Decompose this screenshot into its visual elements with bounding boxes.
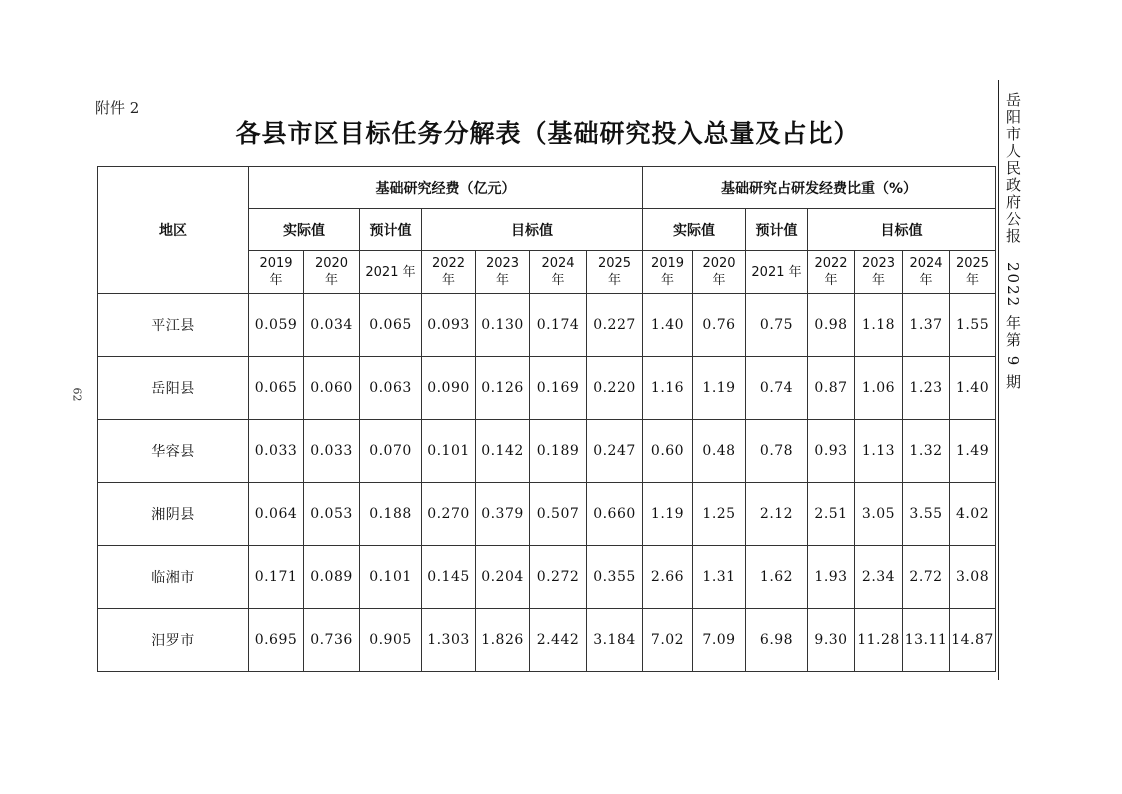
funding-target-header: 目标值	[422, 209, 643, 251]
table-row	[98, 294, 996, 357]
funding-value-cell: 0.063	[360, 357, 422, 420]
share-year-header	[903, 251, 950, 294]
share-value-cell: 1.19	[693, 357, 746, 420]
share-value-cell: 1.18	[855, 294, 903, 357]
year-number: 2020	[702, 256, 736, 271]
funding-value-cell: 0.188	[360, 483, 422, 546]
funding-value-cell: 0.065	[249, 357, 304, 420]
year-unit: 年	[712, 273, 726, 288]
funding-value-cell: 0.247	[587, 420, 643, 483]
funding-value-cell: 0.034	[304, 294, 360, 357]
table-row	[98, 609, 996, 672]
share-value-cell: 0.98	[808, 294, 855, 357]
year-unit: 年	[661, 273, 675, 288]
attachment-label: 附件 2	[95, 99, 140, 117]
share-value-cell: 1.16	[643, 357, 693, 420]
share-value-cell: 1.62	[746, 546, 808, 609]
year-unit: 年	[551, 273, 565, 288]
year-number: 2023	[861, 256, 896, 271]
share-year-header	[855, 251, 903, 294]
share-value-cell: 7.09	[693, 609, 746, 672]
region-cell: 湘阴县	[98, 483, 249, 546]
funding-value-cell: 0.169	[530, 357, 587, 420]
funding-value-cell: 0.142	[476, 420, 530, 483]
funding-value-cell: 0.059	[249, 294, 304, 357]
share-value-cell: 1.23	[903, 357, 950, 420]
funding-value-cell: 0.379	[476, 483, 530, 546]
share-year-header	[693, 251, 746, 294]
funding-value-cell: 0.089	[304, 546, 360, 609]
share-value-cell: 0.48	[693, 420, 746, 483]
funding-value-cell: 0.101	[360, 546, 422, 609]
funding-year-header	[249, 251, 304, 294]
funding-value-cell: 0.660	[587, 483, 643, 546]
funding-value-cell: 0.220	[587, 357, 643, 420]
funding-value-cell: 0.355	[587, 546, 643, 609]
share-year-header	[808, 251, 855, 294]
funding-year-header	[530, 251, 587, 294]
funding-value-cell: 1.826	[476, 609, 530, 672]
year-unit: 年	[495, 273, 509, 288]
funding-value-cell: 0.171	[249, 546, 304, 609]
target-breakdown-table	[97, 166, 996, 672]
share-estimate-header: 预计值	[746, 209, 808, 251]
year-number: 2019	[650, 256, 685, 271]
funding-value-cell: 0.905	[360, 609, 422, 672]
funding-value-cell: 0.093	[422, 294, 476, 357]
year-number: 2024	[541, 256, 575, 271]
year-unit: 年	[919, 273, 933, 288]
share-value-cell: 1.93	[808, 546, 855, 609]
year-number: 2025	[955, 256, 990, 271]
funding-year-header	[304, 251, 360, 294]
share-value-cell: 3.08	[950, 546, 996, 609]
share-value-cell: 0.93	[808, 420, 855, 483]
share-value-cell: 14.87	[950, 609, 996, 672]
region-cell: 临湘市	[98, 546, 249, 609]
year-unit: 年	[824, 273, 838, 288]
share-value-cell: 2.66	[643, 546, 693, 609]
share-target-header: 目标值	[808, 209, 996, 251]
funding-value-cell: 0.130	[476, 294, 530, 357]
region-cell: 平江县	[98, 294, 249, 357]
year-number: 2025	[597, 256, 632, 271]
funding-actual-header: 实际值	[249, 209, 360, 251]
year-number: 2023	[485, 256, 520, 271]
year-unit: 年	[966, 273, 980, 288]
funding-year-header	[476, 251, 530, 294]
region-cell: 岳阳县	[98, 357, 249, 420]
share-value-cell: 11.28	[855, 609, 903, 672]
year-number: 2021 年	[365, 264, 416, 280]
share-value-cell: 2.72	[903, 546, 950, 609]
region-cell: 华容县	[98, 420, 249, 483]
share-year-header	[950, 251, 996, 294]
funding-value-cell: 0.507	[530, 483, 587, 546]
share-value-cell: 6.98	[746, 609, 808, 672]
share-value-cell: 0.60	[643, 420, 693, 483]
journal-caption: 岳阳市人民政府公报 2022 年第 9 期	[1004, 92, 1022, 392]
share-value-cell: 9.30	[808, 609, 855, 672]
share-group-header: 基础研究占研发经费比重（%）	[643, 167, 996, 209]
funding-value-cell: 0.090	[422, 357, 476, 420]
share-value-cell: 1.13	[855, 420, 903, 483]
funding-year-header	[360, 251, 422, 294]
table-row	[98, 420, 996, 483]
share-value-cell: 1.40	[950, 357, 996, 420]
funding-value-cell: 0.065	[360, 294, 422, 357]
year-number: 2024	[909, 256, 943, 271]
table-row	[98, 357, 996, 420]
share-value-cell: 0.78	[746, 420, 808, 483]
share-value-cell: 2.34	[855, 546, 903, 609]
funding-year-header	[422, 251, 476, 294]
share-value-cell: 1.31	[693, 546, 746, 609]
share-value-cell: 2.51	[808, 483, 855, 546]
year-number: 2022	[814, 256, 848, 271]
share-value-cell: 13.11	[903, 609, 950, 672]
year-unit: 年	[872, 273, 886, 288]
funding-value-cell: 0.145	[422, 546, 476, 609]
table-row	[98, 546, 996, 609]
share-value-cell: 1.32	[903, 420, 950, 483]
share-value-cell: 1.19	[643, 483, 693, 546]
table-row	[98, 483, 996, 546]
year-unit: 年	[269, 273, 283, 288]
funding-value-cell: 0.101	[422, 420, 476, 483]
funding-value-cell: 0.126	[476, 357, 530, 420]
year-unit: 年	[608, 273, 622, 288]
funding-value-cell: 0.270	[422, 483, 476, 546]
year-number: 2020	[314, 256, 349, 271]
funding-value-cell: 3.184	[587, 609, 643, 672]
share-value-cell: 2.12	[746, 483, 808, 546]
funding-value-cell: 0.272	[530, 546, 587, 609]
funding-group-header: 基础研究经费（亿元）	[249, 167, 643, 209]
share-value-cell: 3.55	[903, 483, 950, 546]
year-unit: 年	[441, 273, 455, 288]
share-value-cell: 1.49	[950, 420, 996, 483]
year-number: 2021 年	[751, 264, 802, 280]
region-column-header: 地区	[98, 167, 249, 294]
page-number: 62	[70, 387, 84, 402]
region-cell: 汨罗市	[98, 609, 249, 672]
share-value-cell: 4.02	[950, 483, 996, 546]
year-number: 2019	[259, 256, 293, 271]
share-year-header	[746, 251, 808, 294]
funding-value-cell: 0.070	[360, 420, 422, 483]
page-title: 各县市区目标任务分解表（基础研究投入总量及占比）	[235, 119, 860, 148]
funding-estimate-header: 预计值	[360, 209, 422, 251]
share-value-cell: 7.02	[643, 609, 693, 672]
funding-value-cell: 0.204	[476, 546, 530, 609]
share-value-cell: 1.55	[950, 294, 996, 357]
funding-value-cell: 2.442	[530, 609, 587, 672]
funding-year-header	[587, 251, 643, 294]
share-value-cell: 1.40	[643, 294, 693, 357]
share-value-cell: 0.74	[746, 357, 808, 420]
side-divider	[998, 80, 999, 680]
funding-value-cell: 0.060	[304, 357, 360, 420]
funding-value-cell: 0.695	[249, 609, 304, 672]
funding-value-cell: 0.033	[249, 420, 304, 483]
funding-value-cell: 0.064	[249, 483, 304, 546]
funding-value-cell: 1.303	[422, 609, 476, 672]
share-value-cell: 0.87	[808, 357, 855, 420]
year-number: 2022	[431, 256, 466, 271]
year-unit: 年	[324, 273, 338, 288]
share-value-cell: 1.25	[693, 483, 746, 546]
share-value-cell: 0.76	[693, 294, 746, 357]
funding-value-cell: 0.053	[304, 483, 360, 546]
funding-value-cell: 0.033	[304, 420, 360, 483]
funding-value-cell: 0.736	[304, 609, 360, 672]
share-value-cell: 1.06	[855, 357, 903, 420]
share-value-cell: 0.75	[746, 294, 808, 357]
share-actual-header: 实际值	[643, 209, 746, 251]
funding-value-cell: 0.227	[587, 294, 643, 357]
share-value-cell: 3.05	[855, 483, 903, 546]
share-value-cell: 1.37	[903, 294, 950, 357]
funding-value-cell: 0.174	[530, 294, 587, 357]
share-year-header	[643, 251, 693, 294]
funding-value-cell: 0.189	[530, 420, 587, 483]
